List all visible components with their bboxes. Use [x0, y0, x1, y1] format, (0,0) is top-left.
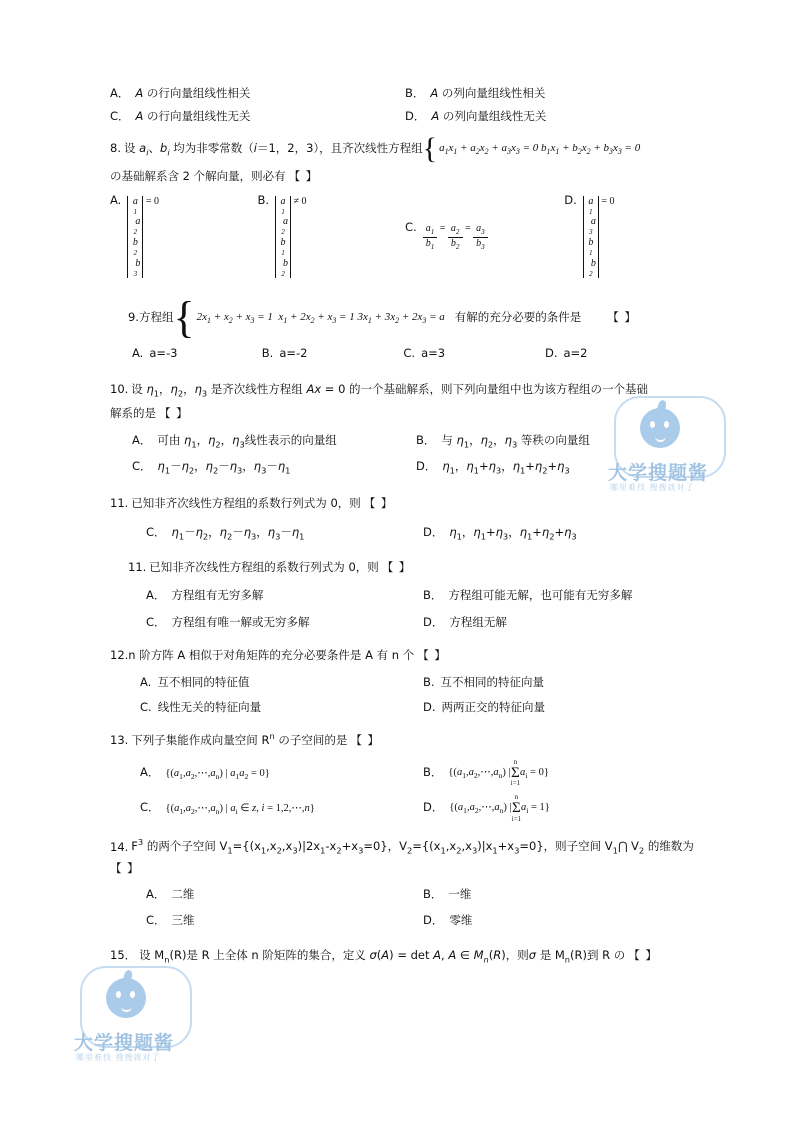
- question-8: 8. 设 $a_i$、$b_i$ 均为非零常数（i＝1，2，3），且齐次线性方程组 { $a_1x_1 + a_2x_2 + a_3x_3 = 0$ $b_1x_1 + b_2x_2 + b_3x_3 = 0$ の基础解系含 2 个解向量，则必有 【 】 A. a 1 a 2 b 2 b 3 = 0 B. a 1 a 2 b 1 b 2 ≠ 0 C. $\frac{a_1}{b_1}$ = $\frac{a_2}{b_2}$ = $\frac{a_3}{b_3}$ D. a 1 a 3 b 1 b 2 = 0: [110, 132, 641, 278]
- question-15: [110, 946, 700, 966]
- option-text: A の列向量组线性相关: [430, 86, 546, 100]
- option-label: C.: [140, 699, 152, 714]
- option-text: 方程组无解: [449, 615, 507, 630]
- option-text: 可由 $\eta_1$，$\eta_2$，$\eta_3$线性表示的向量组: [157, 433, 337, 450]
- option-text: 方程组有无穷多解: [171, 588, 264, 603]
- question-number: 9.: [128, 310, 139, 325]
- summation-symbol: n Σ i=1: [510, 758, 521, 788]
- option-text: 与 $\eta_1$，$\eta_2$，$\eta_3$ 等秩の向量组: [441, 433, 590, 450]
- option-text: a=3: [421, 345, 446, 360]
- question-11-first: [110, 494, 700, 544]
- equation-line: $x_1 + 2x_2 + x_3 = 1$: [275, 310, 355, 326]
- question-stem: 设 $a_i$、$b_i$ 均为非零常数（i＝1，2，3），且齐次线性方程组: [123, 140, 423, 158]
- question-stem: 方程组: [138, 310, 174, 325]
- option-label: B．: [405, 86, 425, 100]
- question-stem: 设 $M_n(R)$是 R 上全体 n 阶矩阵的集合，定义 σ(A) = det A, A ∈ $M_n(R)$，则σ 是 $M_n(R)$到 R の: [139, 947, 626, 965]
- option-text: 方程组有唯一解或无穷多解: [171, 615, 310, 630]
- option-text: a=-2: [279, 345, 308, 360]
- question-number: 14.: [110, 839, 129, 854]
- question-number: 13.: [110, 733, 129, 748]
- option-label: D．: [405, 109, 426, 123]
- document-content: [110, 78, 700, 966]
- question-10: [110, 380, 700, 477]
- option-label: A.: [110, 192, 122, 207]
- option-text: {$(a_1,a_2,\cdots,a_n)$ |: [449, 801, 512, 816]
- option-text: a=2: [563, 345, 588, 360]
- option-text: 互不相同的特征值: [157, 674, 250, 689]
- question-stem: 设 $\eta_1$，$\eta_2$，$\eta_3$ 是齐次线性方程组 Ax = 0 的一个基础解系，则下列向量组中也为该方程组の一个基础: [131, 382, 649, 399]
- question-stem-continued: 解系的是: [110, 405, 156, 420]
- option-text: 三维: [171, 913, 195, 928]
- option-text: 互不相同的特征向量: [440, 674, 545, 689]
- question-9: [110, 293, 700, 362]
- option-label: A．: [110, 86, 130, 100]
- option-label: C．: [132, 459, 152, 474]
- question-14: [110, 837, 700, 930]
- option-label: B．: [423, 588, 443, 603]
- question-number: 15．: [110, 947, 137, 962]
- equation-line: $b_1x_1 + b_2x_2 + b_3x_3 = 0$: [541, 141, 641, 157]
- watermark-logo-secondary: [72, 962, 222, 1074]
- question-stem: $F^3$ 的两个子空间 $V_1=\{(x_1,x_2,x_3)|2x_1-x_2+x_3=0\}$，$V_2=\{(x_1,x_2,x_3)|x_1+x_3=0\}$，则子空间 $V_1⋂$ $V_2$ 的维数为: [131, 837, 694, 856]
- option-text: 零维: [449, 913, 473, 928]
- option-label: A．: [132, 433, 152, 448]
- answer-bracket[interactable]: 【 】: [159, 405, 189, 420]
- question-number: 11.: [128, 559, 147, 574]
- option-label: A．: [146, 588, 166, 603]
- fraction: $\frac{a_1}{b_1}$: [423, 223, 438, 251]
- option-text: $\eta_1$，$\eta_1+\eta_3$，$\eta_1+\eta_2+\eta_3$: [442, 459, 570, 476]
- option-label: B.: [261, 345, 274, 360]
- question-stem: 已知非齐次线性方程组的系数行列式为 0，则: [149, 559, 379, 574]
- option-label: B.: [423, 674, 435, 689]
- equation-system: { $a_1x_1 + a_2x_2 + a_3x_3 = 0$ $b_1x_1 + b_2x_2 + b_3x_3 = 0$: [422, 132, 641, 165]
- question-stem-continued: の基础解系含 2 个解向量，则必有: [110, 169, 286, 183]
- answer-bracket[interactable]: 【 】: [363, 495, 394, 510]
- question-number: 11.: [110, 495, 129, 510]
- answer-bracket[interactable]: 【 】: [628, 947, 658, 962]
- fraction: $\frac{a_3}{b_3}$: [473, 223, 488, 251]
- answer-bracket[interactable]: 【 】: [417, 647, 447, 662]
- option-label: D.: [564, 192, 577, 207]
- watermark-subtext: 哪里难找 搜搜就对了: [76, 1053, 161, 1062]
- watermark-text: 大学搜题酱: [608, 462, 709, 484]
- option-text: a=-3: [149, 345, 178, 360]
- option-text: 线性无关的特征向量: [157, 699, 262, 714]
- question-12: [110, 646, 700, 716]
- determinant: a 1 a 2 b 2 b 3: [127, 196, 143, 279]
- option-label: D．: [423, 615, 444, 630]
- question-stem-continued: 有解的充分必要的条件是: [454, 310, 582, 325]
- option-text: {$(a_1,a_2,\cdots,a_n)$ | $a_i$ ∈ z, i = 1,2,⋯,n}: [165, 802, 315, 817]
- option-text: $\eta_1-\eta_2$，$\eta_2-\eta_3$，$\eta_3-\eta_1$: [157, 459, 291, 476]
- question-stem: 下列子集能作成向量空间 $R^n$ の子空间的是: [131, 731, 348, 748]
- option-label: B.: [257, 192, 270, 207]
- answer-bracket[interactable]: 【 】: [607, 310, 637, 325]
- option-label: A.: [132, 345, 144, 360]
- answer-bracket[interactable]: 【 】: [381, 559, 412, 574]
- question-11-second: [110, 558, 700, 632]
- option-text: {$(a_1,a_2,\cdots,a_n)$ | $a_1a_2 = 0$}: [165, 767, 270, 781]
- option-text: 方程组可能无解，也可能有无穷多解: [448, 588, 633, 603]
- answer-bracket[interactable]: 【 】: [288, 169, 319, 183]
- answer-bracket[interactable]: 【 】: [350, 733, 381, 748]
- question-stem: 已知非齐次线性方程组的系数行列式为 0，则: [131, 495, 361, 510]
- determinant: a 1 a 2 b 1 b 2: [275, 196, 291, 279]
- option-label: B．: [423, 765, 443, 780]
- option-label: D．: [423, 800, 444, 815]
- option-text: $\eta_1$，$\eta_1+\eta_3$，$\eta_1+\eta_2+\eta_3$: [449, 525, 577, 542]
- option-label: C.: [405, 220, 417, 235]
- option-text: 两两正交的特征向量: [441, 699, 546, 714]
- fraction: $\frac{a_2}{b_2}$: [448, 223, 463, 251]
- option-text: A の行向量组线性相关: [135, 86, 251, 100]
- option-label: D．: [423, 913, 444, 928]
- option-label: D．: [423, 525, 444, 540]
- option-label: C．: [146, 525, 166, 540]
- option-label: D．: [416, 459, 437, 474]
- option-label: C．: [146, 615, 166, 630]
- option-label: C.: [403, 345, 416, 360]
- option-label: C．: [146, 913, 166, 928]
- option-text: 二维: [171, 887, 195, 902]
- option-text: A の行向量组线性无关: [135, 109, 251, 123]
- watermark-subtext: 哪里难找 搜搜就对了: [610, 483, 695, 492]
- option-text: 一维: [448, 887, 472, 902]
- determinant: a 1 a 3 b 1 b 2: [583, 196, 599, 279]
- option-text: $\eta_1-\eta_2$，$\eta_2-\eta_3$，$\eta_3-\eta_1$: [171, 525, 305, 542]
- equation-line: $3x_1 + 3x_2 + 2x_3 = a$: [357, 310, 445, 326]
- option-label: D.: [544, 345, 558, 360]
- option-label: C．: [140, 799, 160, 814]
- option-text: A の列向量组线性无关: [431, 109, 547, 123]
- option-label: C．: [110, 109, 130, 123]
- option-label: A．: [140, 764, 160, 779]
- watermark-text: 大学搜题酱: [74, 1032, 175, 1054]
- answer-bracket[interactable]: 【 】: [110, 861, 140, 876]
- question-number: 10.: [110, 382, 129, 397]
- option-label: B．: [423, 887, 443, 902]
- question-number: 12.: [110, 647, 129, 662]
- option-text: {$(a_1,a_2,\cdots,a_n)$ |: [448, 766, 511, 780]
- equation-system: { $2x_1 + x_2 + x_3 = 1$ $x_1 + 2x_2 + x_3 = 1$ $3x_1 + 3x_2 + 2x_3 = a$: [173, 293, 445, 343]
- option-label: A.: [140, 674, 152, 689]
- question-stem: n 阶方阵 A 相似于对角矩阵的充分必要条件是 A 有 n 个: [128, 647, 415, 662]
- equation-line: $a_1x_1 + a_2x_2 + a_3x_3 = 0$: [439, 141, 539, 157]
- summation-symbol: n Σ i=1: [511, 793, 522, 823]
- option-label: D.: [423, 699, 436, 714]
- equation-line: $2x_1 + x_2 + x_3 = 1$: [196, 310, 273, 326]
- question-7-options: [110, 85, 700, 124]
- option-label: B．: [416, 433, 436, 448]
- question-13: 13. 下列子集能作成向量空间 $R^n$ の子空间的是 【 】 A． {$(a_1,a_2,\cdots,a_n)$ | $a_1a_2 = 0$} B． {$(a_1,a_2,\cdots,a_n)$ | n Σ i=1 $a_i = 0$} C． {$(a_1,a_2,\cdots,a_n)$ | $a_i$ ∈ z, i = 1,2,⋯,n} D． {$(a_1,a_2,\cdots,a_n)$ | n Σ i=1 $a_i = 1$}: [110, 731, 550, 823]
- option-label: A．: [146, 887, 166, 902]
- question-number: 8.: [110, 140, 121, 155]
